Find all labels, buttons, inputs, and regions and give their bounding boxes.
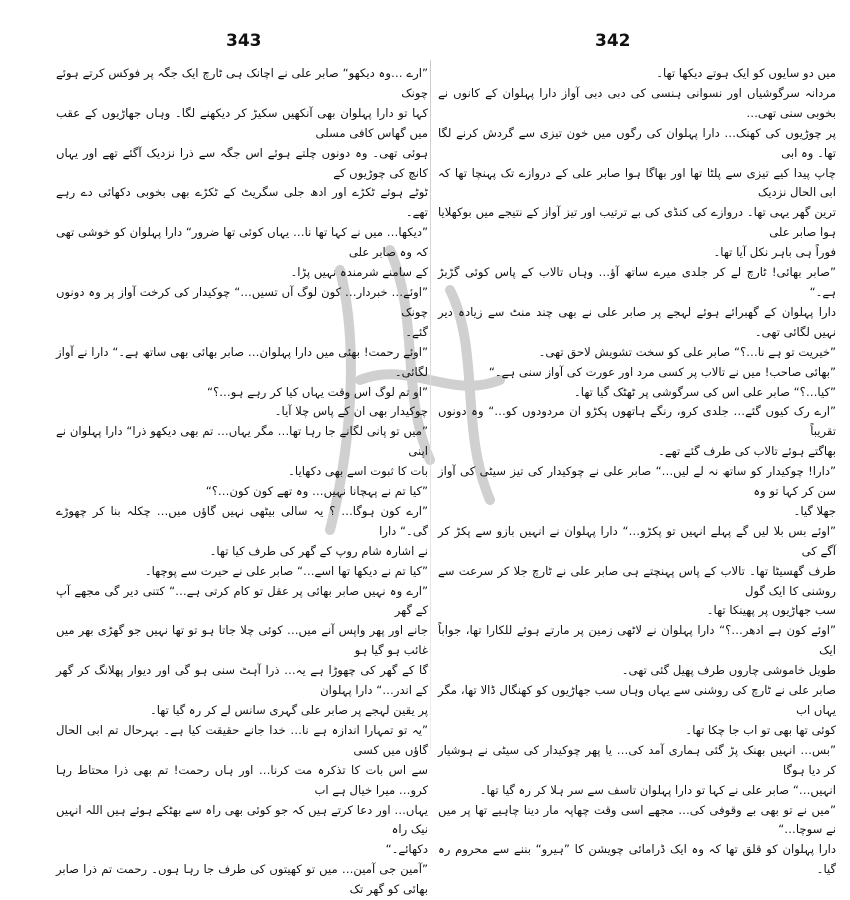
text-line: ”میں نے تو بھی بے وقوفی کی… مجھے اسی وقت چھاپہ مار دینا چاہیے تھا پر میں نے سوچا…“: [438, 802, 836, 837]
text-line: بھاگتے ہوئے تالاب کی طرف گئے تھے۔: [658, 444, 836, 459]
right-page-text: [438, 64, 836, 877]
text-line: ترین گھر یہی تھا۔ دروازے کی کنڈی کی بے ترتیب اور تیز آواز کے نتیجے میں بوکھلایا ہوا صابر علی: [438, 205, 836, 240]
text-line: ”کیا…؟“ صابر علی اس کی سرگوشی پر ٹھٹک گیا تھا۔: [574, 384, 836, 399]
text-line: مردانہ سرگوشیاں اور نسوانی ہنسی کی دبی دبی آواز دارا پہلوان کے کانوں نے بخوبی سنی تھی…: [438, 85, 836, 120]
text-line: ”بس… انہیں بھنک پڑ گئی ہماری آمد کی… یا پھر چوکیدار کی سیٹی نے ہوشیار کر دیا ہوگا: [438, 742, 836, 777]
text-line: ”صابر بھائی! ٹارچ لے کر جلدی میرے ساتھ آؤ… وہاں تالاب کے پاس کوئی گڑبڑ ہے۔“: [438, 265, 836, 299]
text-line: ”اوئے کون ہے ادھر…؟“ دارا پہلوان نے لاٹھی زمین پر مارتے ہوئے للکارا تھا، جواباً ایک: [438, 623, 836, 658]
text-line: گا کے گھر کی چھوڑا ہے یہ… ذرا آہٹ سنی ہو گی اور دیوار پھلانگ کر گھر کے اندر…“ دارا پہلوان: [56, 663, 428, 698]
text-line: فوراً ہی باہر نکل آیا تھا۔: [713, 245, 836, 260]
text-line: صابر علی نے ٹارچ کی روشنی سے یہاں وہاں سب جھاڑیوں کو کھنگال ڈالا تھا، مگر یہاں اب: [438, 683, 836, 717]
text-line: سب جھاڑیوں پر پھینکا تھا۔: [706, 603, 836, 618]
text-line: طویل خاموشی چاروں طرف پھیل گئی تھی۔: [621, 663, 836, 678]
text-line: پر چوڑیوں کی کھنک… دارا پہلوان کی رگوں میں خون تیزی سے گردش کرنے لگا تھا۔ وہ ابی: [438, 125, 836, 160]
text-line: ”بھائی صاحب! میں نے تالاب پر کسی مرد اور عورت کی آواز سنی ہے۔“: [488, 364, 836, 379]
text-line: ”ارے رک کیوں گئے… جلدی کرو، رنگے ہاتھوں پکڑو ان مردودوں کو…“ وہ دونوں تقریباً: [438, 404, 836, 439]
text-line: دارا پہلوان کے گھبرائے ہوئے لہجے پر صابر علی نے بھی چند منٹ سے زیادہ دیر نہیں لگائی تھی۔: [438, 304, 836, 339]
text-line: جانے اور پھر واپس آنے میں… کوئی چلا جاتا ہو تو تھا نہیں جو گھڑی بھر میں غائب ہو گیا ہو: [56, 623, 428, 658]
text-line: ”آمین جی آمین… میں تو کھیتوں کی طرف جا رہا ہوں۔ رحمت تم ذرا صابر بھائی کو گھر تک: [56, 862, 428, 897]
text-line: طرف گھسیٹا تھا۔ تالاب کے پاس پہنچتے ہی صابر علی نے ٹارچ جلا کر سرعت سے روشنی کا ایک گول: [438, 563, 836, 598]
text-line: ”یہ تو تمہارا اندازہ ہے نا… خدا جانے حقیقت کیا ہے۔ بہرحال تم ابی الحال گاؤں میں کسی: [56, 722, 428, 757]
text-line: ”اوئے بس بلا لیں گے پہلے انہیں تو پکڑو…“ دارا پہلوان نے انہیں بازو سے پکڑ کر آگے کی: [438, 523, 836, 558]
text-line: ”خیریت تو ہے نا…؟“ صابر علی کو سخت تشویش لاحق تھی۔: [538, 344, 836, 359]
text-line: ”اوئے رحمت! بھئی میں دارا پہلوان… صابر بھائی بھی ساتھ ہے۔“ دارا نے آواز لگائی۔: [56, 344, 428, 379]
text-line: دارا پہلوان کو قلق تھا کہ وہ ایک ڈرامائی چویشن کا ”ہیرو“ بننے سے محروم رہ گیا۔: [438, 842, 836, 877]
text-line: ”ارے کون ہوگا… ؟ یہ سالی بیٹھی نہیں گاؤں میں… چکلہ بنا کر چھوڑے گی۔“ دارا: [56, 503, 428, 538]
text-line: گئے۔: [405, 324, 428, 339]
left-page-text: [56, 64, 428, 897]
text-line: کہا تو دارا پہلوان بھی آنکھیں سکیڑ کر دیکھنے لگا۔ وہاں جھاڑیوں کے عقب میں گھاس کافی مسلی: [56, 105, 428, 140]
text-line: ”ارے …وہ دیکھو“ صابر علی نے اچانک ہی ٹارچ ایک جگہ پر فوکس کرتے ہوئے چونک: [56, 66, 428, 100]
text-line: ”دیکھا… میں نے کہا تھا نا… یہاں کوئی تھا ضرور“ دارا پہلوان کو خوشی تھی کہ وہ صابر علی: [56, 225, 428, 260]
text-line: ہوئی تھی۔ وہ دونوں چلتے ہوئے اس جگہ سے ذرا نزدیک آگئے تھے اور یہاں کانچ کی چوڑیوں کے: [56, 145, 428, 180]
text-line: چاپ پیدا کیے تیزی سے پلٹا تھا اور بھاگا ہوا صابر علی کے دروازے تک پہنچا تھا کہ ابی الحال نزدیک: [438, 165, 836, 200]
text-line: کے سامنے شرمندہ نہیں پڑا۔: [290, 265, 428, 280]
page-number-right: 342: [595, 31, 631, 51]
text-line: میں دو سایوں کو ایک ہوتے دیکھا تھا۔: [656, 66, 836, 80]
text-line: ٹوٹے ہوئے ٹکڑے اور ادھ جلی سگریٹ کے ٹکڑے بھی بخوبی دکھائی دے رہے تھے۔: [56, 185, 428, 220]
text-line: کوئی تھا بھی تو اب جا چکا تھا۔: [685, 722, 836, 737]
text-line: جھلا گیا۔: [793, 503, 836, 518]
text-line: نے اشارہ شام روپ کے گھر کی طرف کیا تھا۔: [209, 543, 428, 558]
text-line: سے اس بات کا تذکرہ مت کرنا… اور ہاں رحمت! تم بھی ذرا محتاط رہا کرو… میرا خیال ہے اب: [56, 762, 428, 797]
text-line: ”اوئے… خبردار… کون لوگ آں تسیں…“ چوکیدار کی کرخت آواز پر وہ دونوں چونک: [56, 284, 428, 319]
text-line: ”کیا تم نے پہچانا نہیں… وہ تھے کون کون…؟“: [205, 484, 428, 499]
text-line: یہاں… اور دعا کرتے ہیں کہ جو کوئی بھی راہ سے بھٹکے ہوئے ہیں اللہ انہیں نیک راہ: [56, 802, 428, 837]
text-line: بات کا ثبوت اسے بھی دکھایا۔: [288, 464, 428, 479]
text-line: پر یقین لہجے پر صابر علی گہری سانس لے کر رہ گیا تھا۔: [149, 703, 428, 717]
text-line: ”کیا تم نے دیکھا تھا اسے…“ صابر علی نے حیرت سے پوچھا۔: [144, 563, 428, 578]
page-number-left: 343: [226, 31, 262, 51]
text-line: انہیں…“ صابر علی نے کہا تو دارا پہلوان تاسف سے سر ہلا کر رہ گیا تھا۔: [479, 782, 836, 797]
text-line: ”او تم لوگ اس وقت یہاں کیا کر رہے ہو…؟“: [207, 384, 428, 399]
page-gutter: [430, 60, 431, 750]
text-line: ”میں تو پانی لگانے جا رہا تھا… مگر یہاں… تم بھی دیکھو ذرا“ دارا پہلوان نے اپنی: [56, 424, 428, 459]
text-line: دکھائے۔“: [385, 842, 428, 857]
text-line: ”دارا! چوکیدار کو ساتھ نہ لے لیں…“ صابر علی نے چوکیدار کی تیز سیٹی کی آواز سن کر کہا تو وہ: [438, 464, 836, 499]
text-line: چوکیدار بھی ان کے پاس چلا آیا۔: [274, 404, 428, 419]
text-line: ”ارے وہ نہیں صابر بھائی پر عقل تو کام کرتی ہے…“ کتنی دیر گی مجھے آپ کے گھر: [56, 583, 428, 618]
